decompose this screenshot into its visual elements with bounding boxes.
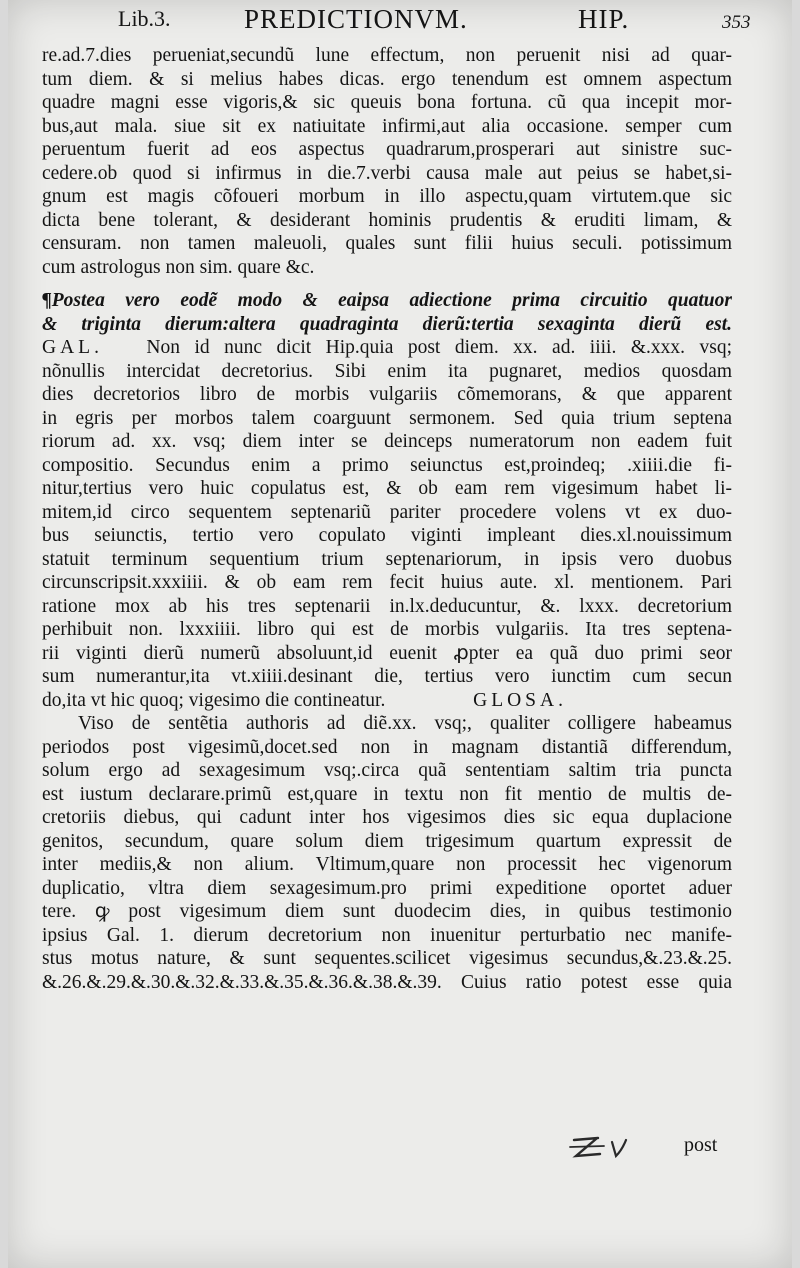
text-line: ipsius Gal. 1. dierum decretorium non inuenitur perturbatio nec manife-	[42, 924, 732, 946]
pilcrow-mark: ¶	[42, 290, 52, 311]
text-line: nõnullis intercidat decretorius. Sibi enim ita pugnaret, medios quosdam	[42, 360, 732, 382]
book-number: Lib.3.	[118, 6, 171, 31]
text-line: est iustum declarare.primũ est,quare in textu non fit mentio de multis de-	[42, 783, 732, 805]
folio-number: 353	[722, 12, 751, 33]
text-line: inter mediis,& non alium. Vltimum,quare non processit hec vigenorum	[42, 854, 732, 875]
text-line: statuit terminum sequentium trium septenariorum, in ipsis vero duobus	[42, 548, 732, 570]
lemma-line	[42, 289, 732, 313]
galen-last-line	[42, 689, 732, 713]
text-line: in egris per morbos talem coarguunt sermonem. Sed quia trium septena	[42, 407, 732, 429]
text-line: tum diem. & si melius habes dicas. ergo tenendum est omnem aspectum	[42, 68, 732, 90]
text-line: perhibuit non. lxxxiiii. libro qui est de morbis vulgariis. Ita tres septena-	[42, 619, 732, 640]
text-line: peruentum fuerit ad eos aspectus quadrarum,prosperari aut sinistre suc-	[42, 139, 732, 160]
text-line: rii viginti dierũ numerũ absoluunt,id euenit ꝓpter ea quã duo primi seor	[42, 642, 732, 664]
galen-commentary	[42, 336, 732, 712]
handwritten-mark	[568, 1130, 638, 1162]
text-line: mitem,id circo sequentem septenariũ pariter procedere volens vt ex duo-	[42, 501, 732, 523]
text-line: ratione mox ab his tres septenarii in.lx.deducuntur, &. lxxx. decretorium	[42, 595, 732, 617]
text-line: solum ergo ad sexagesimum vsq;.circa quã sententiam saltim tria puncta	[42, 760, 732, 781]
text-line: bus,aut mala. siue sit ex natiuitate infirmi,aut alia occasione. semper cum	[42, 115, 732, 137]
text-line: stus motus nature, & sunt sequentes.scilicet vigesimus secundus,&.23.&.25.	[42, 948, 732, 969]
book-page	[8, 0, 792, 1268]
main-text	[42, 44, 732, 994]
hippocrates-lemma	[42, 289, 732, 336]
text-line: bus seiunctis, tertio vero copulato viginti impleant dies.xl.nouissimum	[42, 525, 732, 546]
commentary-paragraph	[42, 44, 732, 279]
lemma-line: & triginta dierum:altera quadraginta dierũ:tertia sexaginta dierũ est.	[42, 313, 732, 335]
text-line: nitur,tertius vero huic copulatus est, & ob eam rem vigesimum habet li-	[42, 478, 732, 499]
glosa-heading: GLOSA.	[473, 689, 567, 711]
text-line: dies decretorios libro de morbis vulgariis cõmemorans, & que apparent	[42, 384, 732, 405]
galen-first-line	[42, 336, 732, 360]
text-line: compositio. Secundus enim a primo seiunctus est,proindeq; .xiiii.die fi-	[42, 454, 732, 476]
text-line: quadre magni esse vigoris,& sic queuis bona fortuna. cũ qua incepit mor-	[42, 92, 732, 113]
text-line: tere. ꝙ post vigesimum diem sunt duodecim dies, in quibus testimonio	[42, 901, 732, 922]
text-line: censuram. non tamen maleuoli, quales sunt filii huius seculi. potissimum	[42, 233, 732, 254]
text-line: cum astrologus non sim. quare &c.	[42, 256, 315, 278]
text-line: dicta bene tolerant, & desiderant hominis prudentis & eruditi limam, &	[42, 209, 732, 231]
text-line: periodos post vigesimũ,docet.sed non in magnam distantiã differendum,	[42, 736, 732, 758]
text-line: cretoriis diebus, qui cadunt inter hos vigesimos dies sic equa duplacione	[42, 807, 732, 828]
text-line: cedere.ob quod si infirmus in die.7.verbi causa male aut peius se habet,si-	[42, 162, 732, 184]
text-line: Viso de sentẽtia authoris ad diẽ.xx. vsq;, qualiter colligere habeamus	[78, 713, 732, 734]
text-line: gnum est magis cõfoueri morbum in illo aspectu,quam virtutem.que sic	[42, 186, 732, 207]
galen-last-text: do,ita vt hic quoq; vigesimo die contineatur.	[42, 689, 386, 711]
lemma-text: Postea vero eodẽ modo & eaipsa adiectione prima circuitio quatuor	[51, 290, 732, 311]
galen-first-text: Non id nunc dicit Hip.quia post diem. xx. ad. iiii. &.xxx. vsq;	[146, 337, 732, 358]
glosa-paragraph	[42, 712, 732, 994]
catchword: post	[684, 1134, 718, 1156]
text-line: circunscripsit.xxxiiii. & ob eam rem fecit huius aute. xl. mentionem. Pari	[42, 572, 732, 593]
text-line: genitos, secundum, quare solum diem trigesimum quartum expressit de	[42, 830, 732, 852]
running-author: HIP.	[578, 4, 630, 34]
text-line: sum numerantur,ita vt.xiiii.desinant die, tertius vero iunctim cum secun	[42, 666, 732, 687]
running-title: PREDICTIONVM.	[244, 4, 468, 34]
text-line: riorum ad. xx. vsq; diem inter se deinceps numeratorum non eadem fuit	[42, 431, 732, 452]
text-line: &.26.&.29.&.30.&.32.&.33.&.35.&.36.&.38.&.39. Cuius ratio potest esse quia	[42, 971, 732, 993]
running-head	[8, 4, 792, 38]
page-footer	[8, 1128, 792, 1164]
text-line: re.ad.7.dies perueniat,secundũ lune effectum, non peruenit nisi ad quar-	[42, 45, 732, 66]
text-line: duplicatio, vltra diem sexagesimum.pro primi expeditione oportet aduer	[42, 877, 732, 899]
galen-label: GAL.	[42, 337, 103, 358]
